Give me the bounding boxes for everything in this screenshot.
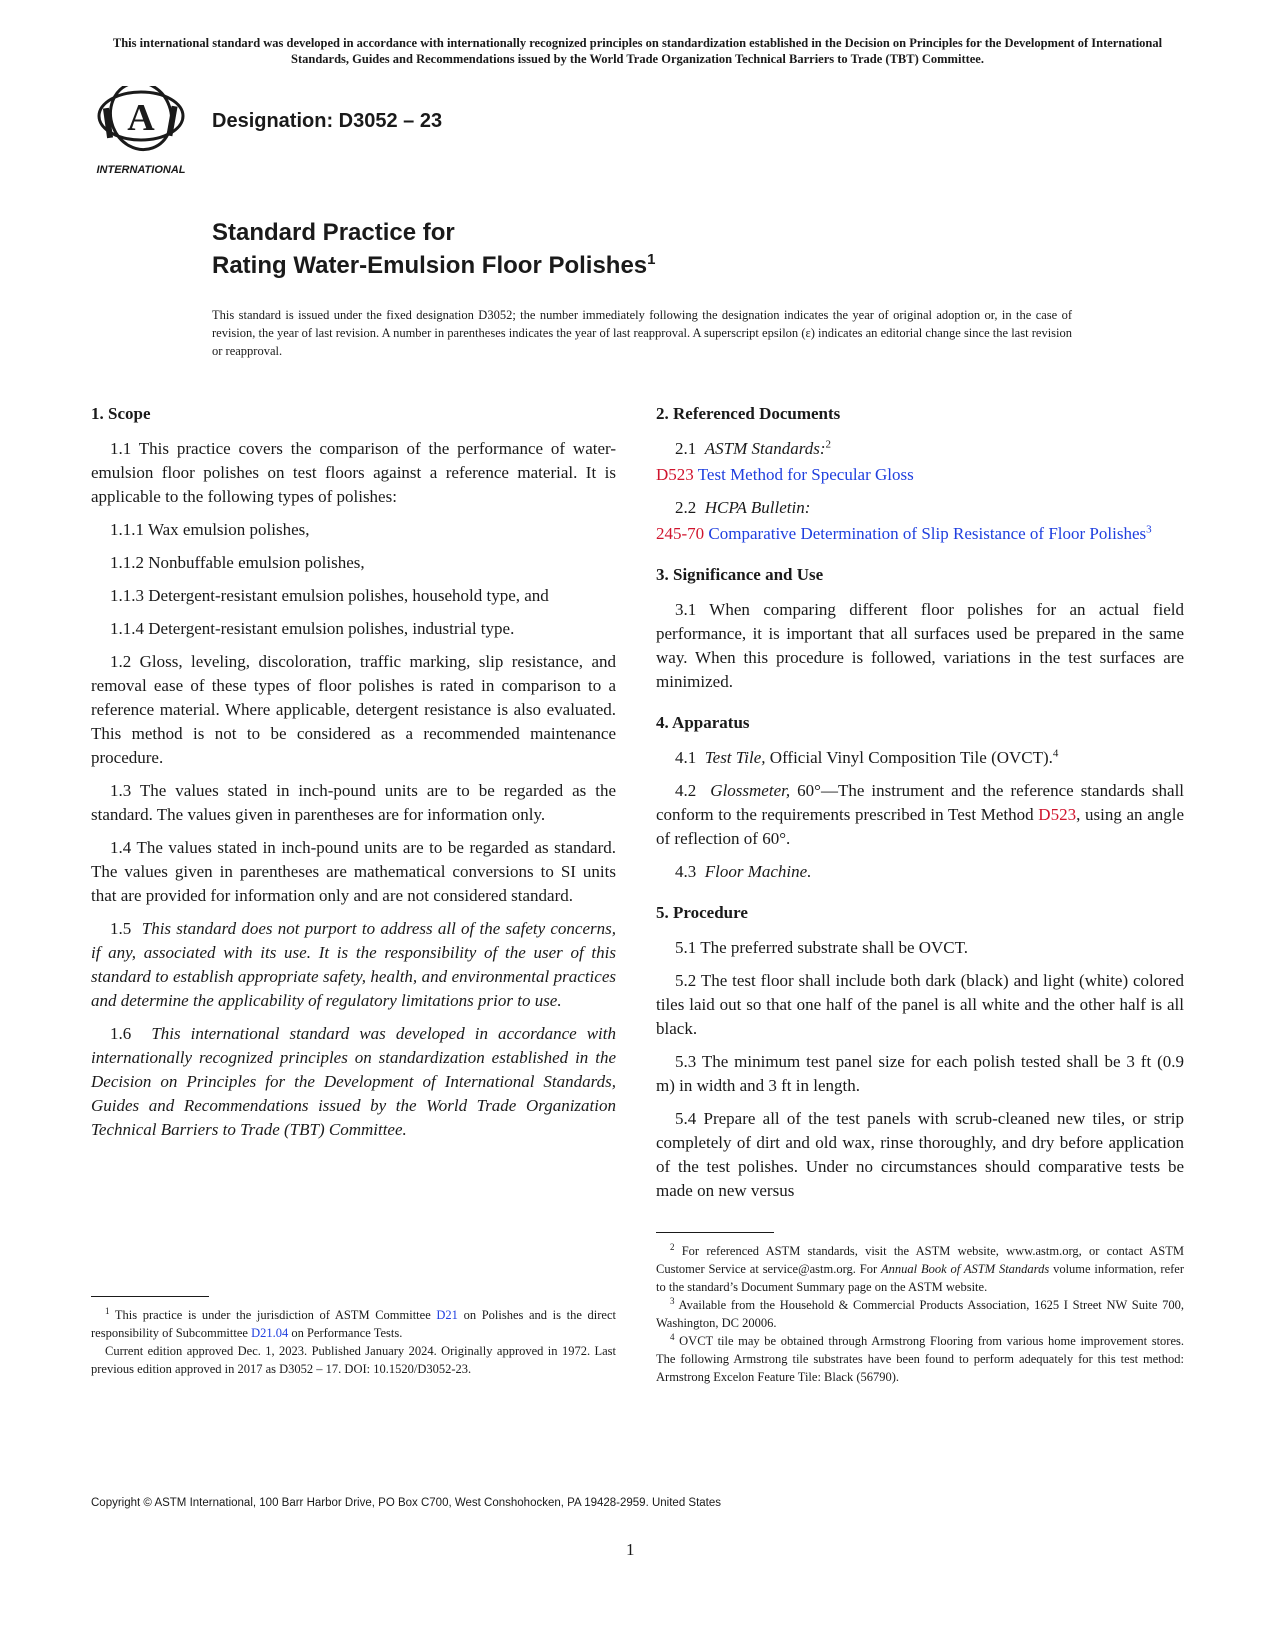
footnote-divider-right [656,1232,774,1233]
para-1-6: 1.6 This international standard was developed in accordance with internationally recognized principles on standardization established in the Decision on Principles for the Development of International Standards, Guides and Recommendations issued by the World Trade Organization Technical Barriers to Trade (TBT) Committee. [91,1024,616,1139]
para-1-1-3: 1.1.3 Detergent-resistant emulsion polishes, household type, and [110,586,549,605]
para-5-1: 5.1 The preferred substrate shall be OVCT. [675,938,969,957]
footnote-4: $^4$ OVCT tile may be obtained through Armstrong Flooring from various home improvement stores. The following Armstrong tile substrates have been found to perform adequately for this test method: Armstrong Excelon Feature Tile: Black (56790). [656,1331,1185,1384]
para-1-5: 1.5 This standard does not purport to address all of the safety concerns, if any, associated with its use. It is the responsibility of the user of this standard to establish appropriate safety, health, and environmental practices and determine the applicability of regulatory limitations prior to use. [91,919,617,1010]
title-line-2: Rating Water-Emulsion Floor Polishes$^1$ [212,251,656,279]
designation: Designation: D3052 – 23 [212,110,443,132]
para-4-2: 4.2 Glossmeter, 60°—The instrument and the reference standards shall conform to the requirements prescribed in Test Method D523, using an angle of reflection of 60°. [656,781,1185,848]
ref-d523-title-link[interactable]: Test Method for Specular Gloss [697,465,914,484]
para-4-1: 4.1 Test Tile, Official Vinyl Composition Tile (OVCT).$^4$ [675,747,1059,767]
para-1-1-1: 1.1.1 Wax emulsion polishes, [110,520,310,539]
title-footnote-mark: 1 [647,251,656,268]
para-2-2: 2.2 HCPA Bulletin: [675,498,811,517]
ref-hcpa[interactable]: 245-70 Comparative Determination of Slip Resistance of Floor Polishes$^3$ [656,523,1152,543]
footnote-divider-left [91,1296,209,1297]
copyright-notice: Copyright © ASTM International, 100 Barr Harbor Drive, PO Box C700, West Conshohocken, PA 19428-2959. United States [91,1497,722,1509]
title-line-1: Standard Practice for [212,219,455,246]
svg-text:INTERNATIONAL: INTERNATIONAL [96,164,186,176]
ref-d523[interactable] [656,463,1184,487]
footnotes-right [656,1242,1184,1386]
astm-logo-icon [93,86,193,176]
para-1-3: 1.3 The values stated in inch-pound units are to be regarded as the standard. The values given in parentheses are for information only. [91,781,616,824]
para-3-1: 3.1 When comparing different floor polishes for an actual field performance, it is important that all surfaces used be prepared in the same way. When this procedure is followed, variations in the test surfaces are minimized. [656,600,1184,691]
page-number: 1 [626,1540,635,1559]
issue-note: This standard is issued under the fixed designation D3052; the number immediately following the designation indicates the year of original adoption or, in the case of revision, the year of last revision. A number in parentheses indicates the year of last reapproval. A superscript epsilon (ε) indicates an editorial change since the last revision or reapproval. [212,308,1072,358]
para-5-4: 5.4 Prepare all of the test panels with scrub-cleaned new tiles, or strip completely of dirt and old wax, rinse thoroughly, and dry before application of the test polishes. Under no circumstances should comparative tests be made on new versus [656,1109,1184,1200]
svg-text:A: A [127,97,155,139]
top-notice: This international standard was developed in accordance with internationally recognized principles on standardization established in the Decision on Principles for the Development of International Standards, Guides and Recommendations issued by the World Trade Organization Technical Barriers to Trade (TBT) Committee. [112,36,1163,66]
ref-hcpa-code-link[interactable]: 245-70 [656,524,705,543]
footnotes-left [91,1306,616,1378]
section-heading-scope: 1. Scope [91,404,151,423]
para-1-1-4: 1.1.4 Detergent-resistant emulsion polishes, industrial type. [110,619,515,638]
footnote-1: $^1$ This practice is under the jurisdiction of ASTM Committee D21 on Polishes and is the direct responsibility of Subcommittee D21.04 on Performance Tests. [91,1305,617,1340]
d523-inline-link[interactable]: D523 [1038,805,1077,824]
ref-hcpa-title-link[interactable]: Comparative Determination of Slip Resistance of Floor Polishes [708,524,1147,543]
para-5-3: 5.3 The minimum test panel size for each polish tested shall be 3 ft (0.9 m) in width and 3 ft in length. [656,1052,1184,1095]
footnote-2: $^2$ For referenced ASTM standards, visit the ASTM website, www.astm.org, or contact ASTM Customer Service at service@astm.org. For Annual Book of ASTM Standards volume information, refer to the standard’s Document Summary page on the ASTM website. [656,1241,1185,1294]
section-heading-procedure: 5. Procedure [656,903,748,922]
para-1-1: 1.1 This practice covers the comparison of the performance of water-emulsion floor polishes on test floors against a reference material. It is applicable to the following types of polishes: [91,439,616,506]
footnote-3: $^3$ Available from the Household & Commercial Products Association, 1625 I Street NW Suite 700, Washington, DC 20006. [656,1295,1184,1330]
para-4-3: 4.3 Floor Machine. [675,862,812,881]
astm-logo [93,86,193,176]
section-heading-referenced-documents: 2. Referenced Documents [656,404,841,423]
para-1-2: 1.2 Gloss, leveling, discoloration, traffic marking, slip resistance, and removal ease of these types of floor polishes is rated in comparison to a reference material. Where applicable, detergent resistance is also evaluated. This method is not to be considered as a recommended maintenance procedure. [91,652,616,767]
para-5-2: 5.2 The test floor shall include both dark (black) and light (white) colored tiles laid out so that one half of the panel is all white and the other half is all black. [656,971,1184,1038]
section-heading-apparatus: 4. Apparatus [656,713,750,732]
right-column [656,402,1184,1212]
section-heading-significance: 3. Significance and Use [656,565,824,584]
footnote-1-edition: Current edition approved Dec. 1, 2023. Published January 2024. Originally approved in 1972. Last previous edition approved in 2017 as D3052 – 17. DOI: 10.1520/D3052-23. [91,1344,616,1376]
document-title [212,216,656,282]
footnote-link-d21[interactable]: D21 [436,1308,458,1322]
para-1-1-2: 1.1.2 Nonbuffable emulsion polishes, [110,553,365,572]
footnote-link-d21-04[interactable]: D21.04 [251,1326,289,1340]
para-2-1: 2.1 ASTM Standards:$^2$ [675,438,831,458]
ref-d523-code-link[interactable]: D523 [656,465,694,484]
left-column [91,402,616,1151]
para-1-4: 1.4 The values stated in inch-pound units are to be regarded as standard. The values given in parentheses are mathematical conversions to SI units that are provided for information only and are not considered standard. [91,838,616,905]
